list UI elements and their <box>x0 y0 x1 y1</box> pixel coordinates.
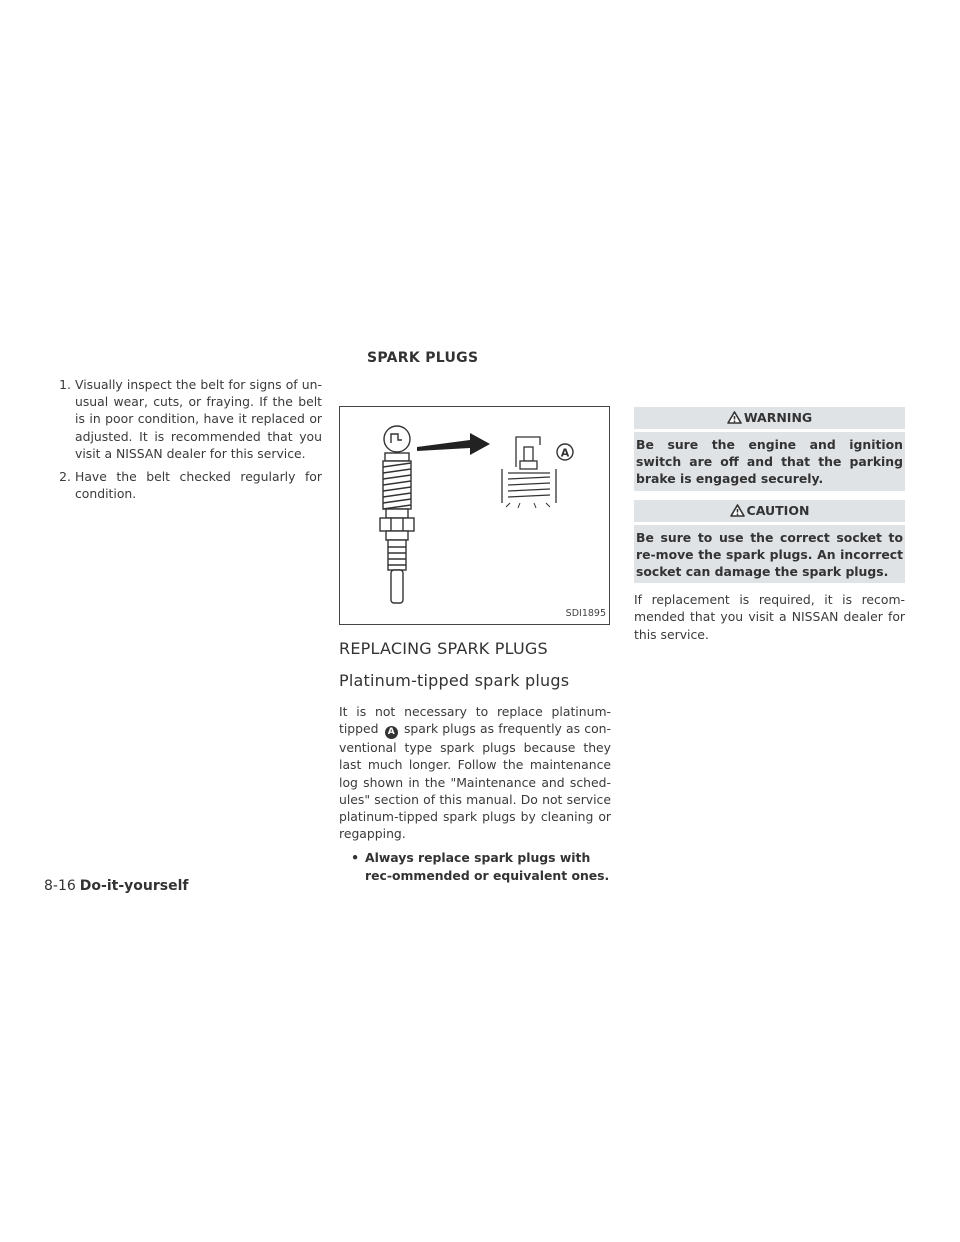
heading-replacing-spark-plugs: REPLACING SPARK PLUGS <box>339 639 548 658</box>
bullet-text: Always replace spark plugs with rec-ommended or equivalent ones. <box>365 850 610 883</box>
bullet-dot: • <box>351 850 359 866</box>
chapter-title: Do-it-yourself <box>79 878 189 894</box>
bullet-item <box>339 849 611 883</box>
page-footer <box>44 878 188 894</box>
warning-text: Be sure the engine and ignition switch are off and that the parking brake is engaged securely. <box>634 432 905 491</box>
paragraph-text-start: It is not necessary to replace platinum-tipped <box>339 704 611 737</box>
spark-plug-illustration <box>340 407 611 626</box>
subheading-platinum: Platinum-tipped spark plugs <box>339 671 570 690</box>
column-3 <box>634 407 905 643</box>
column-1 <box>51 376 322 508</box>
list-number: 1. <box>59 377 71 392</box>
warning-title: WARNING <box>743 410 813 425</box>
list-item <box>51 468 322 502</box>
page-number: 8-16 <box>44 878 76 894</box>
list-number: 2. <box>59 469 71 485</box>
caution-header <box>634 500 905 522</box>
figure-code: SDI1895 <box>565 607 606 619</box>
warning-header <box>634 407 905 429</box>
paragraph-text-end: spark plugs as frequently as con-ventional type spark plugs because they last much longer. Follow the maintenance log shown in the "Maintenance and sched-ules" section of this manual. Do not service platinum-tipped spark plugs by cleaning or regapping. <box>339 721 611 842</box>
list-text: Visually inspect the belt for signs of un-usual wear, cuts, or fraying. If the belt is in poor condition, have it replaced or adjusted. It is recommended that you visit a NISSAN dealer for this service. <box>75 377 322 461</box>
marker-a-icon: A <box>385 726 398 739</box>
paragraph-platinum <box>339 703 611 842</box>
column-2 <box>339 406 611 884</box>
caution-title: CAUTION <box>746 502 810 518</box>
caution-text: Be sure to use the correct socket to re-move the spark plugs. An incorrect socket can damage the spark plugs. <box>634 525 905 584</box>
caution-triangle-icon <box>730 504 745 517</box>
list-item <box>51 376 322 462</box>
paragraph-replacement: If replacement is required, it is recom-mended that you visit a NISSAN dealer for this service. <box>634 592 905 642</box>
spark-plug-figure <box>339 406 610 625</box>
callout-a: A <box>560 446 570 460</box>
warning-triangle-icon <box>727 411 742 424</box>
arrow-icon <box>417 433 490 455</box>
section-title: SPARK PLUGS <box>367 350 479 366</box>
list-text: Have the belt checked regularly for condition. <box>75 469 322 502</box>
